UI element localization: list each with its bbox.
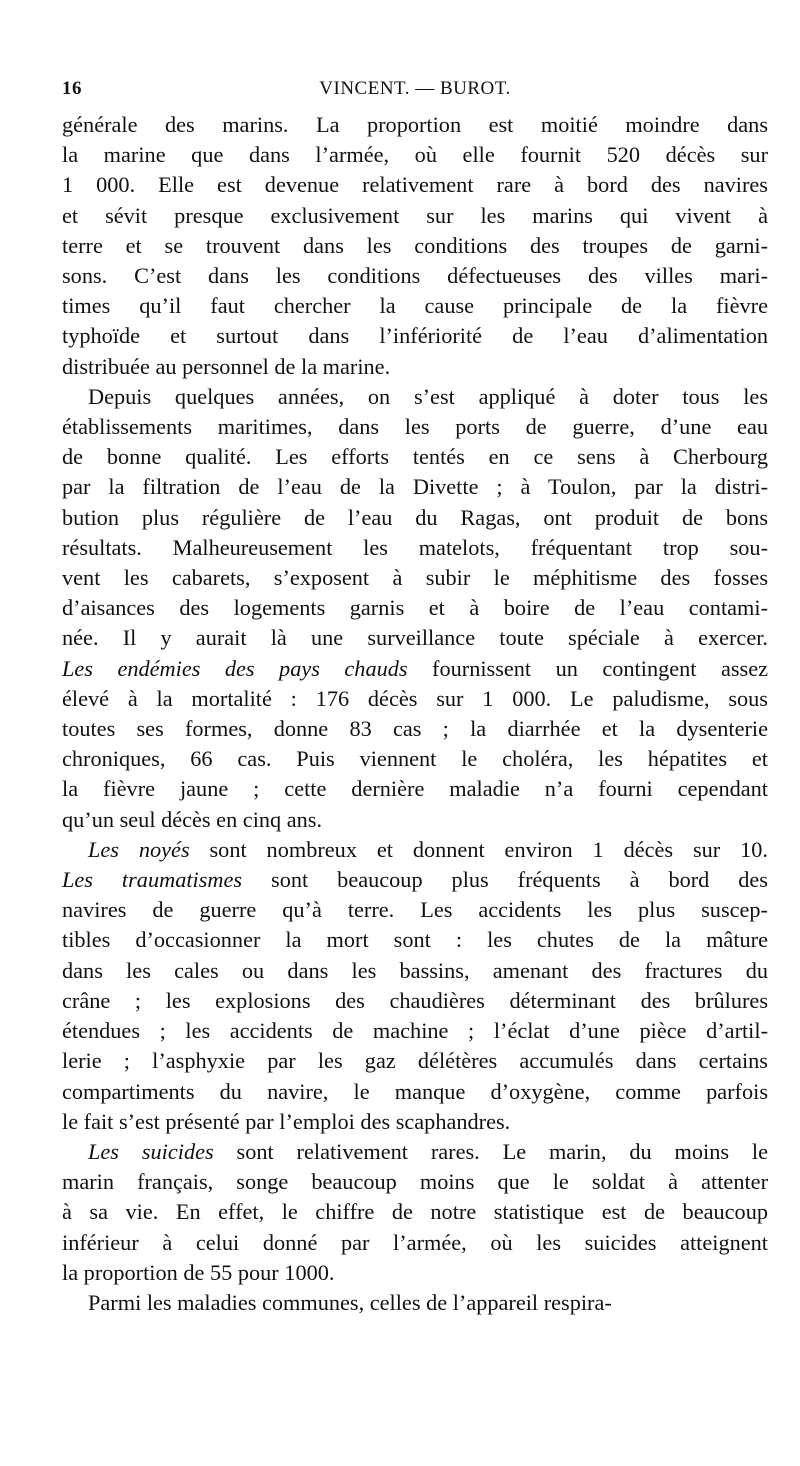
text-run: 1 000. Elle est devenue relativement rare à bord des navires — [62, 172, 768, 198]
italic-phrase: Les suicides — [88, 1138, 214, 1164]
text-line — [62, 110, 768, 140]
text-run: bution plus régulière de l’eau du Ragas, ont produit de bons — [62, 504, 768, 530]
text-line — [62, 382, 768, 412]
text-line — [62, 774, 768, 804]
text-line — [62, 442, 768, 472]
italic-phrase: Les noyés — [88, 836, 190, 862]
page-header — [62, 78, 768, 108]
text-line — [62, 1016, 768, 1046]
text-line — [62, 412, 768, 442]
italic-phrase: Les endémies des pays chauds — [62, 655, 408, 681]
text-line — [62, 1288, 768, 1318]
text-run: marin français, songe beaucoup moins que le soldat à attenter — [62, 1169, 768, 1195]
text-line — [62, 1137, 768, 1167]
text-run: générale des marins. La proportion est moitié moindre dans — [62, 112, 768, 137]
text-run: sons. C’est dans les conditions défectueuses des villes mari- — [62, 263, 768, 289]
text-line — [62, 744, 768, 774]
paragraph — [62, 382, 768, 835]
text-run: compartiments du navire, le manque d’oxygène, comme parfois — [62, 1078, 768, 1104]
text-run: chroniques, 66 cas. Puis viennent le choléra, les hépatites et — [62, 746, 768, 772]
paragraph — [62, 835, 768, 1137]
text-run: étendues ; les accidents de machine ; l’éclat d’une pièce d’artil- — [62, 1018, 768, 1044]
text-line — [62, 684, 768, 714]
text-line — [62, 593, 768, 623]
text-line — [62, 261, 768, 291]
text-run: résultats. Malheureusement les matelots, fréquentant trop sou- — [62, 534, 768, 560]
text-run: lerie ; l’asphyxie par les gaz délétères accumulés dans certains — [62, 1048, 768, 1074]
text-run: de bonne qualité. Les efforts tentés en ce sens à Cherbourg — [62, 444, 768, 470]
text-run: à sa vie. En effet, le chiffre de notre statistique est de beaucoup — [62, 1199, 768, 1225]
text-run: fournissent un contingent assez — [407, 655, 768, 681]
text-run: dans les cales ou dans les bassins, amenant des fractures du — [62, 957, 768, 983]
text-run: par la filtration de l’eau de la Divette ; à Toulon, par la distri- — [62, 474, 768, 500]
text-run: typhoïde et surtout dans l’infériorité de l’eau d’alimentation — [62, 323, 768, 349]
text-line — [62, 654, 768, 684]
text-run: élevé à la mortalité : 176 décès sur 1 000. Le paludisme, sous — [62, 685, 768, 711]
text-line — [62, 533, 768, 563]
text-line — [62, 895, 768, 925]
text-line — [62, 352, 768, 382]
text-run: le fait s’est présenté par l’emploi des scaphandres. — [62, 1108, 511, 1134]
text-run: navires de guerre qu’à terre. Les accidents les plus suscep- — [62, 897, 768, 923]
text-line — [62, 865, 768, 895]
text-run: tibles d’occasionner la mort sont : les chutes de la mâture — [62, 927, 768, 953]
text-run: times qu’il faut chercher la cause principale de la fièvre — [62, 293, 768, 319]
text-line — [62, 503, 768, 533]
body-text — [62, 110, 768, 1318]
running-title: VINCENT. — BUROT. — [319, 78, 511, 99]
text-run: distribuée au personnel de la marine. — [62, 353, 391, 379]
text-line — [62, 472, 768, 502]
text-run: vent les cabarets, s’exposent à subir le méphitisme des fosses — [62, 565, 768, 591]
text-run: et sévit presque exclusivement sur les marins qui vivent à — [62, 202, 768, 228]
text-run: la proportion de 55 pour 1000. — [62, 1259, 335, 1285]
text-run: d’aisances des logements garnis et à boire de l’eau contami- — [62, 595, 768, 621]
text-line — [62, 925, 768, 955]
text-run: inférieur à celui donné par l’armée, où les suicides atteignent — [62, 1229, 768, 1255]
text-run: sont relativement rares. Le marin, du moins le — [213, 1138, 768, 1164]
text-line — [62, 170, 768, 200]
text-run: crâne ; les explosions des chaudières déterminant des brûlures — [62, 987, 768, 1013]
text-line — [62, 201, 768, 231]
text-run: la marine que dans l’armée, où elle fournit 520 décès sur — [62, 142, 768, 168]
text-line — [62, 1228, 768, 1258]
text-line — [62, 1077, 768, 1107]
paragraph — [62, 1137, 768, 1288]
text-line — [62, 1258, 768, 1288]
text-line — [62, 563, 768, 593]
text-run: née. Il y aurait là une surveillance toute spéciale à exercer. — [62, 625, 768, 651]
page-number: 16 — [62, 78, 82, 99]
text-run: sont nombreux et donnent environ 1 décès sur 10. — [189, 836, 768, 862]
text-line — [62, 231, 768, 261]
text-run: toutes ses formes, donne 83 cas ; la diarrhée et la dysenterie — [62, 716, 768, 742]
text-line — [62, 291, 768, 321]
paragraph — [62, 110, 768, 382]
text-run: la fièvre jaune ; cette dernière maladie n’a fourni cependant — [62, 776, 768, 802]
text-line — [62, 835, 768, 865]
text-line — [62, 956, 768, 986]
text-line — [62, 623, 768, 653]
text-run: sont beaucoup plus fréquents à bord des — [242, 867, 768, 893]
text-line — [62, 1167, 768, 1197]
text-line — [62, 805, 768, 835]
text-line — [62, 140, 768, 170]
text-line — [62, 986, 768, 1016]
text-line — [62, 321, 768, 351]
text-run: Parmi les maladies communes, celles de l’appareil respira- — [88, 1289, 612, 1315]
italic-phrase: Les traumatismes — [62, 867, 243, 893]
text-run: terre et se trouvent dans les conditions des troupes de garni- — [62, 232, 768, 258]
text-run: Depuis quelques années, on s’est appliqué à doter tous les — [88, 383, 768, 409]
text-run: qu’un seul décès en cinq ans. — [62, 806, 323, 832]
paragraph — [62, 1288, 768, 1318]
text-run: établissements maritimes, dans les ports de guerre, d’une eau — [62, 414, 768, 440]
text-line — [62, 714, 768, 744]
text-line — [62, 1107, 768, 1137]
text-line — [62, 1046, 768, 1076]
text-line — [62, 1197, 768, 1227]
